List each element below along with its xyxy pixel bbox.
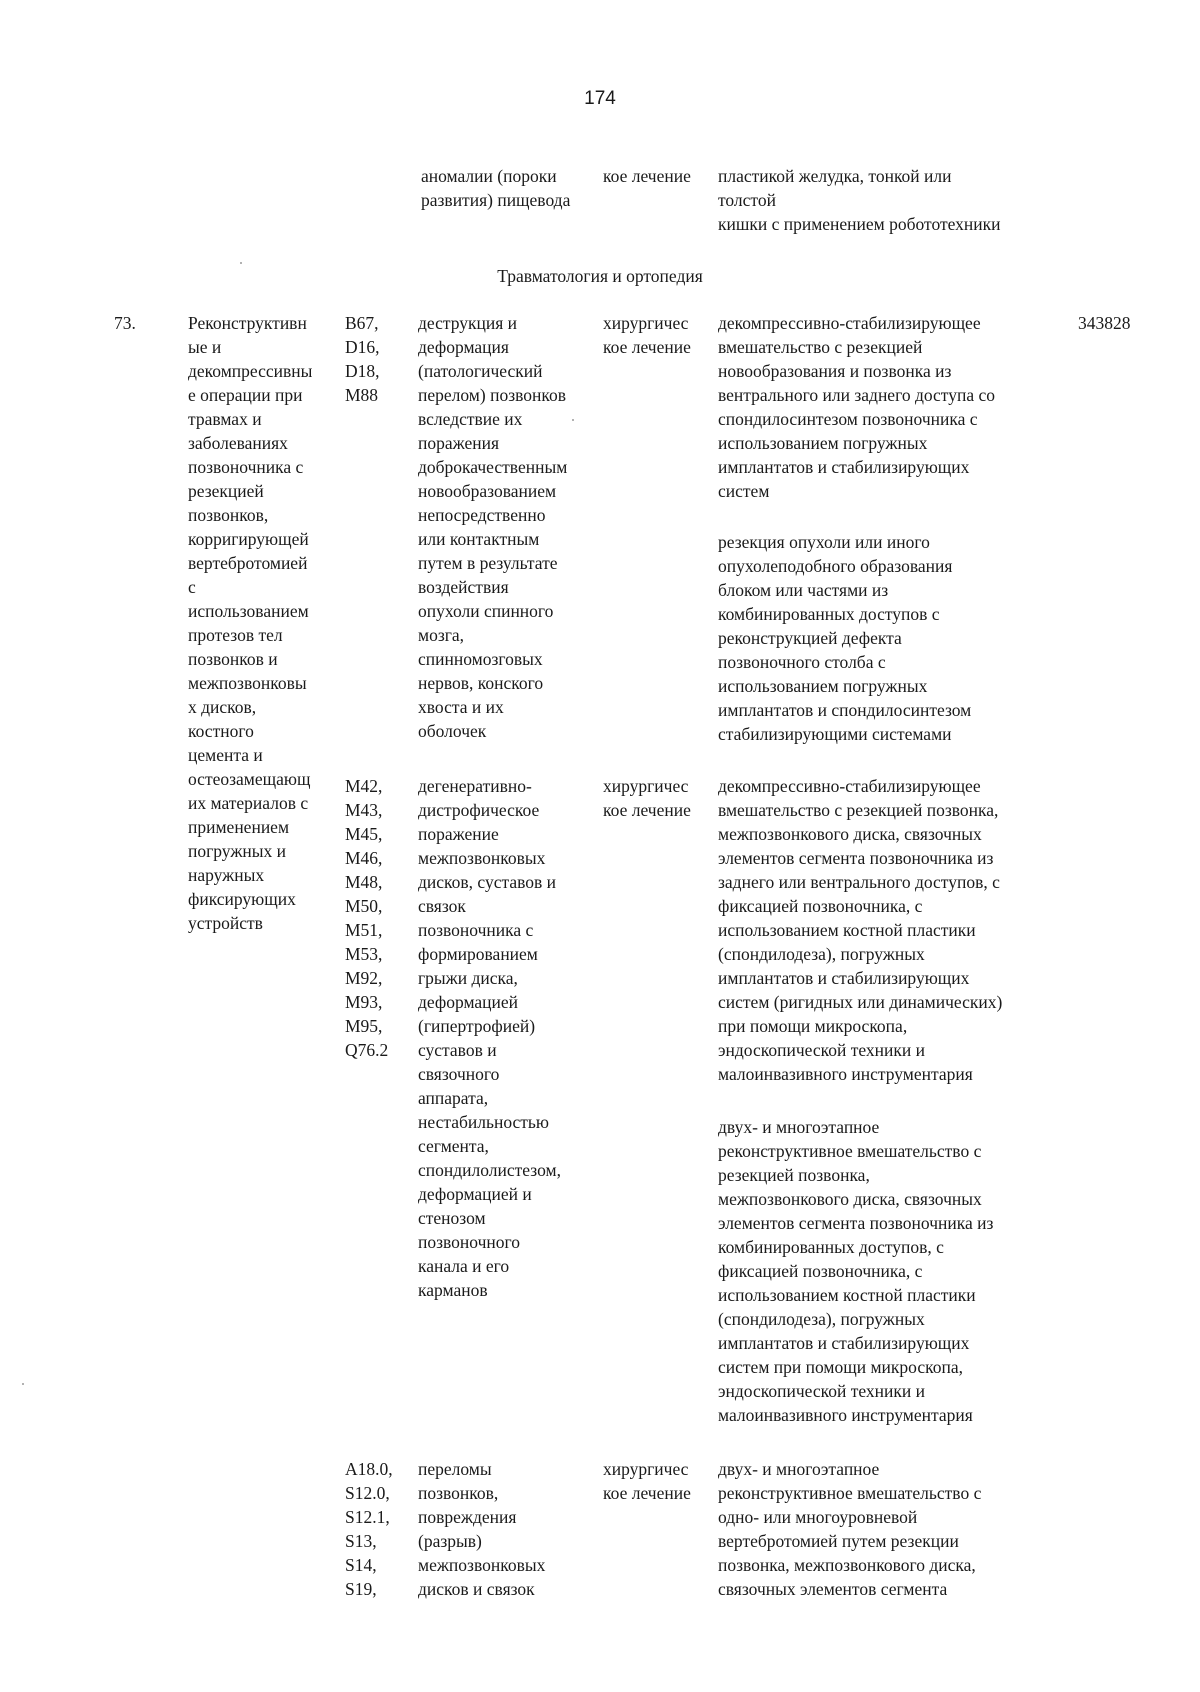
- group-2-method-2: двух- и многоэтапное реконструктивное вмешательство с резекцией позвонка, межпозвонкового диска, связочных элементов сегмента позвоночника из комбинированных доступов, с фиксацией позвоночника, с использованием костной пластики (спондилодеза), погружных имплантатов и стабилизирующих систем при помощи микроскопа, эндоскопической техники и малоинвазивного инструментария: [718, 1117, 994, 1425]
- group-1-method-1: декомпрессивно-стабилизирующее вмешательство с резекцией новообразования и позвонка из вентрального или заднего доступа со спондилосинтезом позвоночника с использованием погружных имплантатов и стабилизирующих систем: [718, 313, 995, 501]
- scan-speck: [22, 1383, 24, 1385]
- entry-name: Реконструктивн ые и декомпрессивны е операции при травмах и заболеваниях позвоночника с резекцией позвонков, корригирующей вертебротомией с использованием протезов тел позвонков и межпозвонковы х дисков, костного цемента и остеозамещающ их материалов с применением погружных и наружных фиксирующих устройств: [188, 313, 313, 933]
- group-2-codes: M42, M43, M45, M46, M48, M50, M51, M53, M92, M93, M95, Q76.2: [345, 776, 389, 1060]
- entry-cost: 343828: [1078, 313, 1131, 333]
- group-1-method-2: резекция опухоли или иного опухолеподобного образования блоком или частями из комбинированных доступов с реконструкцией дефекта позвоночного столба с использованием погружных имплантатов и спондилосинтезом стабилизирующими системами: [718, 532, 972, 744]
- group-2-method-1: декомпрессивно-стабилизирующее вмешательство с резекцией позвонка, межпозвонкового диска, связочных элементов сегмента позвоночника из заднего или вентрального доступов, с фиксацией позвоночника, с использованием костной пластики (спондилодеза), погружных имплантатов и стабилизирующих систем (ригидных или динамических) при помощи микроскопа, эндоскопической техники и малоинвазивного инструментария: [718, 776, 1003, 1084]
- scan-speck: [572, 419, 574, 421]
- group-1-codes: B67, D16, D18, M88: [345, 313, 380, 405]
- continuation-method: пластикой желудка, тонкой или толстой кишки с применением робототехники: [718, 166, 1001, 234]
- group-3-treatment: хирургичес кое лечение: [603, 1459, 691, 1503]
- page-number: 174: [584, 88, 616, 109]
- entry-number: 73.: [114, 313, 136, 333]
- section-title: Травматология и ортопедия: [497, 266, 703, 286]
- continuation-disease: аномалии (пороки развития) пищевода: [421, 166, 571, 210]
- group-1-disease: деструкция и деформация (патологический перелом) позвонков вследствие их поражения доброкачественным новообразованием непосредственно или контактным путем в результате воздействия опухоли спинного мозга, спинномозговых нервов, конского хвоста и их оболочек: [418, 313, 568, 741]
- group-1-treatment: хирургичес кое лечение: [603, 313, 691, 357]
- group-3-disease: переломы позвонков, повреждения (разрыв) межпозвонковых дисков и связок: [418, 1459, 546, 1599]
- group-2-disease: дегенеративно- дистрофическое поражение межпозвонковых дисков, суставов и связок позвоночника с формированием грыжи диска, деформацией (гипертрофией) суставов и связочного аппарата, нестабильностью сегмента, спондилолистезом, деформацией и стенозом позвоночного канала и его карманов: [418, 776, 561, 1300]
- scan-speck: [240, 262, 242, 264]
- continuation-treatment: кое лечение: [603, 166, 691, 186]
- group-2-treatment: хирургичес кое лечение: [603, 776, 691, 820]
- group-3-method-1: двух- и многоэтапное реконструктивное вмешательство с одно- или многоуровневой вертебротомией путем резекции позвонка, межпозвонкового диска, связочных элементов сегмента: [718, 1459, 982, 1599]
- group-3-codes: A18.0, S12.0, S12.1, S13, S14, S19,: [345, 1459, 393, 1599]
